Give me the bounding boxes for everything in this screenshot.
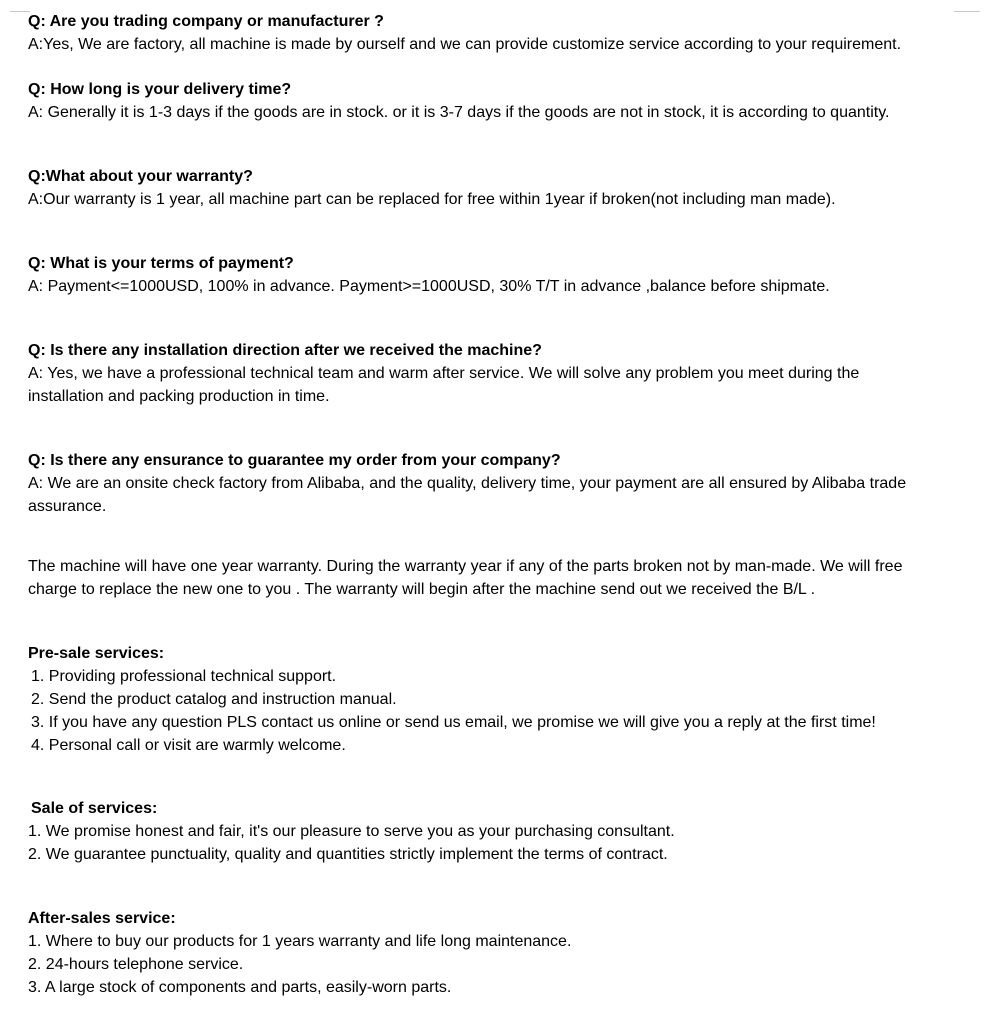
faq-question: Q: Is there any ensurance to guarantee my order from your company? — [28, 452, 561, 469]
list-item: 1. Where to buy our products for 1 years warranty and life long maintenance. — [28, 933, 572, 950]
list-item: 2. We guarantee punctuality, quality and quantities strictly implement the terms of contract. — [28, 846, 668, 863]
list-item: 1. Providing professional technical support. — [31, 668, 337, 685]
faq-question: Q:What about your warranty? — [28, 168, 253, 185]
faq-item-6 — [28, 449, 938, 518]
list-item: 3. If you have any question PLS contact us online or send us email, we promise we will give you a reply at the first time! — [31, 714, 876, 731]
presale-heading: Pre-sale services: — [28, 645, 165, 662]
faq-answer: A:Yes, We are factory, all machine is made by ourself and we can provide customize service according to your requirement. — [28, 36, 902, 53]
list-item: 2. Send the product catalog and instruction manual. — [31, 691, 397, 708]
faq-answer: A: Payment<=1000USD, 100% in advance. Payment>=1000USD, 30% T/T in advance ,balance before shipmate. — [28, 278, 830, 295]
faq-item-3 — [28, 165, 968, 211]
sale-section — [28, 797, 968, 866]
warranty-text: The machine will have one year warranty. During the warranty year if any of the parts broken not by man-made. We will free charge to replace the new one to you . The warranty will begin after the machine send out we received the B/L . — [28, 558, 903, 598]
warranty-paragraph — [28, 555, 948, 601]
aftersales-section — [28, 907, 968, 999]
faq-item-4 — [28, 252, 968, 298]
list-item: 3. A large stock of components and parts, easily-worn parts. — [28, 979, 452, 996]
faq-question: Q: Are you trading company or manufacturer ? — [28, 13, 384, 30]
faq-item-2 — [28, 78, 968, 124]
faq-answer: A: We are an onsite check factory from Alibaba, and the quality, delivery time, your payment are all ensured by Alibaba trade assurance. — [28, 475, 907, 515]
corner-mark-left — [10, 11, 30, 12]
sale-heading: Sale of services: — [31, 800, 158, 817]
faq-answer: A: Yes, we have a professional technical team and warm after service. We will solve any problem you meet during the installation and packing production in time. — [28, 365, 860, 405]
faq-answer: A: Generally it is 1-3 days if the goods are in stock. or it is 3-7 days if the goods are not in stock, it is according to quantity. — [28, 104, 890, 121]
aftersales-heading: After-sales service: — [28, 910, 176, 927]
list-item: 4. Personal call or visit are warmly welcome. — [31, 737, 346, 754]
faq-question: Q: What is your terms of payment? — [28, 255, 294, 272]
faq-item-5 — [28, 339, 928, 408]
presale-section — [28, 642, 968, 757]
faq-answer: A:Our warranty is 1 year, all machine part can be replaced for free within 1year if broken(not including man made). — [28, 191, 836, 208]
faq-question: Q: Is there any installation direction after we received the machine? — [28, 342, 542, 359]
list-item: 1. We promise honest and fair, it's our pleasure to serve you as your purchasing consultant. — [28, 823, 675, 840]
faq-item-1 — [28, 10, 968, 56]
faq-question: Q: How long is your delivery time? — [28, 81, 292, 98]
list-item: 2. 24-hours telephone service. — [28, 956, 244, 973]
